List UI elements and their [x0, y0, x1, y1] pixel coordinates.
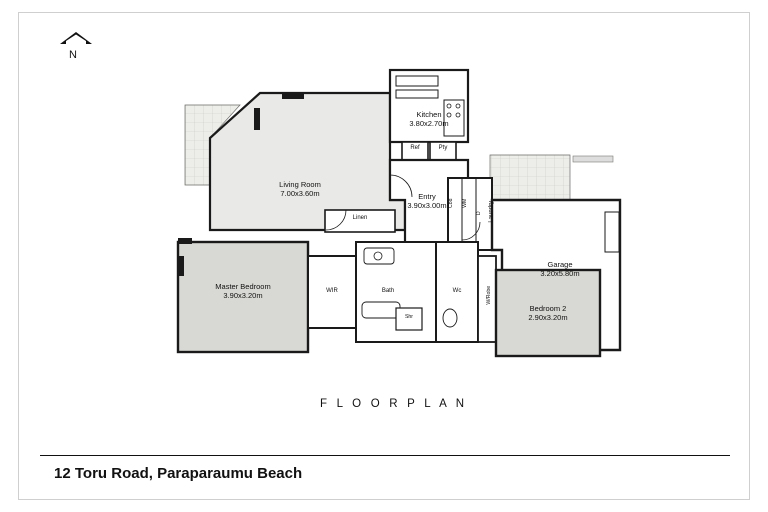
room-label-entry [382, 192, 472, 211]
room-label-living-room [245, 180, 355, 199]
room-label-kitchen [394, 110, 464, 129]
north-compass-icon [56, 28, 96, 68]
compass-letter: N [69, 49, 77, 61]
label-laundry: Laundry [488, 200, 495, 223]
label-cbd: Cbd [447, 198, 454, 209]
label-wc: Wc [452, 288, 462, 294]
entry-dims: 3.90x3.00m [407, 201, 447, 211]
property-address: 12 Toru Road, Paraparaumu Beach [54, 465, 303, 482]
label-shr: Shr [404, 314, 414, 320]
kitchen-dims: 3.80x2.70m [409, 119, 449, 129]
living-room-name: Living Room [279, 180, 321, 189]
label-wrobe: W/Robe [485, 285, 492, 305]
room-label-master-bedroom [183, 282, 303, 301]
master-bedroom-dims: 3.90x3.20m [223, 291, 263, 301]
plan-svg [150, 60, 630, 370]
label-wm: WM [461, 198, 468, 208]
bedroom2-dims: 2.90x3.20m [528, 313, 568, 323]
garage-dims: 3.20x5.80m [540, 269, 580, 279]
divider [40, 455, 730, 456]
page-title: F L O O R P L A N [320, 398, 468, 410]
floor-plan-drawing [150, 60, 630, 370]
garage-name: Garage [547, 260, 573, 269]
master-bedroom-name: Master Bedroom [215, 282, 271, 291]
label-wir: WIR [326, 288, 338, 294]
room-label-bedroom-2 [498, 304, 598, 323]
entry-name: Entry [418, 192, 436, 201]
laundry-shape [448, 178, 492, 250]
label-linen: Linen [352, 215, 368, 221]
living-room-dims: 7.00x3.60m [280, 189, 320, 199]
label-bath: Bath [381, 288, 395, 294]
bedroom2-name: Bedroom 2 [529, 304, 567, 313]
kitchen-shape [390, 70, 468, 142]
label-pty: Pty [438, 145, 448, 151]
label-ref: Ref [410, 145, 420, 151]
room-label-garage [512, 260, 608, 279]
label-dryer: D [475, 211, 482, 216]
kitchen-name: Kitchen [416, 110, 442, 119]
